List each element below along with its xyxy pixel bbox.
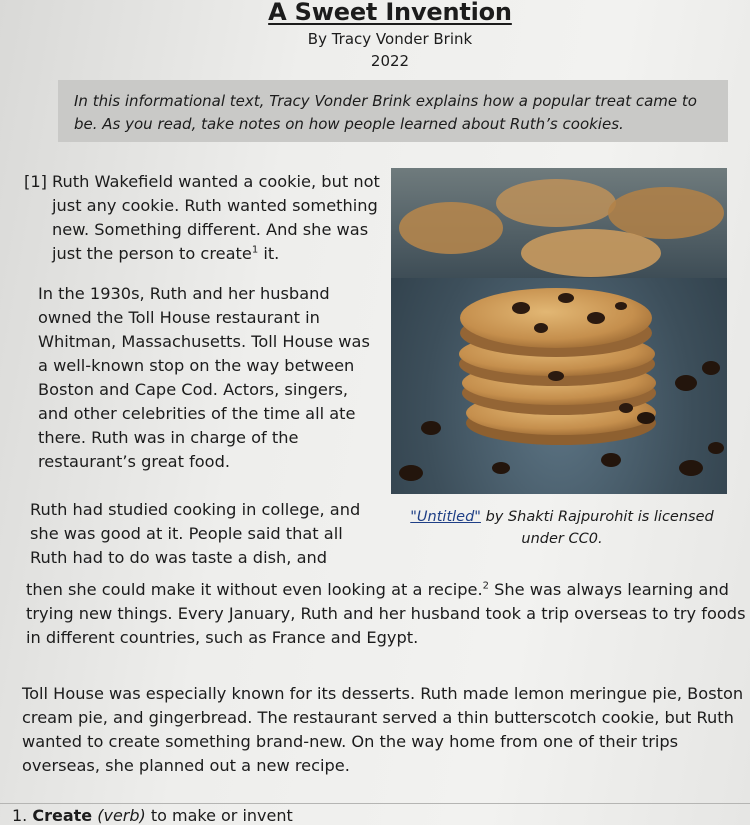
photo-caption: [392, 506, 732, 550]
footnote-part-of-speech: (verb): [97, 806, 146, 825]
paragraph-2: In the 1930s, Ruth and her husband owned the Toll House restaurant in Whitman, Massachusetts. Toll House was a well-known stop on the way between Boston and Cape Cod. Actors, singers, and other celebrities of the time all ate there. Ruth was in charge of the restaurant’s great food.: [38, 284, 370, 471]
cookie-stack-illustration: [391, 168, 727, 494]
footnote-ref-1: 1: [251, 244, 259, 256]
paragraph-number: [1]: [24, 172, 47, 191]
publication-year: 2022: [370, 52, 410, 70]
intro-text: In this informational text, Tracy Vonder Brink explains how a popular treat came to be. As you read, take notes on how people learned about Ruth’s cookies.: [74, 92, 697, 133]
paragraph-3-rest: [26, 578, 746, 650]
paragraph-1: [52, 170, 382, 266]
photo-title-link[interactable]: "Untitled": [410, 509, 481, 525]
paragraph-3-remainder: She was always learning and trying new things. Every January, Ruth and her husband took a trip overseas to try foods in different countries, such as France and Egypt.: [26, 580, 746, 647]
footnote-number: 1.: [12, 806, 28, 825]
page-title: A Sweet Invention: [268, 0, 512, 26]
paragraph-3-first: Ruth had studied cooking in college, and she was good at it. People said that all Ruth had to do was taste a dish, and: [30, 500, 361, 567]
paragraph-3-second: then she could make it without even looking at a recipe.: [26, 580, 483, 599]
footnote-1: [12, 806, 293, 825]
cookie-photo: [391, 168, 727, 494]
footnote-ref-2: 2: [482, 580, 489, 592]
photo-credit: by Shakti Rajpurohit is licensed under CC0.: [480, 509, 714, 547]
footnote-term: Create: [32, 806, 93, 825]
byline: By Tracy Vonder Brink: [307, 30, 473, 48]
paragraph-1-tail: it.: [258, 244, 280, 263]
paragraph-1-text: Ruth Wakefield wanted a cookie, but not just any cookie. Ruth wanted something new. Something different. And she was just the person to create: [52, 172, 380, 263]
paragraph-4: Toll House was especially known for its desserts. Ruth made lemon meringue pie, Boston cream pie, and gingerbread. The restaurant served a thin butterscotch cookie, but Ruth wanted to create something brand-new. On the way home from one of their trips overseas, she planned out a new recipe.: [22, 684, 744, 775]
footnote-divider: [0, 803, 750, 804]
footnote-definition: to make or invent: [145, 806, 293, 825]
